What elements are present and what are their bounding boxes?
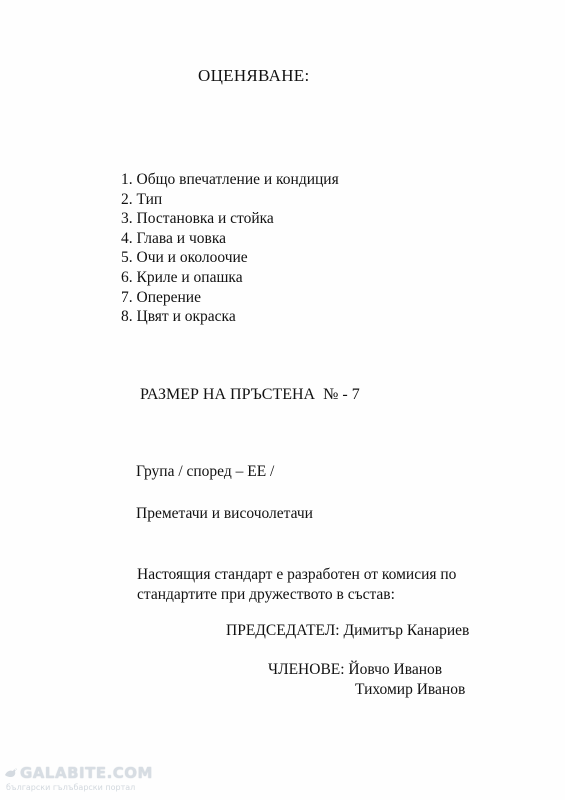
- criterion-item: 2. Тип: [121, 190, 163, 208]
- watermark-logo-text: GALABITE.COM: [20, 764, 153, 782]
- commission-statement: [137, 565, 456, 605]
- criterion-item: 3. Постановка и стойка: [121, 210, 274, 228]
- evaluation-criteria-list: [121, 170, 339, 327]
- ring-size-line: РАЗМЕР НА ПРЪСТЕНА № - 7: [140, 386, 360, 403]
- statement-line: Настоящия стандарт е разработен от комисия по: [137, 566, 457, 583]
- criterion-item: 7. Оперение: [121, 288, 201, 306]
- criterion-item: 1. Общо впечатление и кондиция: [121, 171, 339, 188]
- members-line: ЧЛЕНОВЕ: Йовчо Иванов: [268, 661, 443, 678]
- pigeon-icon: [4, 766, 18, 780]
- criterion-item: 4. Глава и човка: [121, 229, 226, 247]
- watermark-tagline: български гълъбарски портал: [6, 783, 136, 792]
- document-heading: ОЦЕНЯВАНЕ:: [198, 66, 310, 85]
- member-name: Тихомир Иванов: [355, 681, 466, 698]
- criterion-item: 6. Криле и опашка: [121, 268, 243, 286]
- criterion-item: 8. Цвят и окраска: [121, 308, 236, 326]
- group-type-line: Преметачи и височолетачи: [136, 505, 313, 522]
- criterion-item: 5. Очи и околоочие: [121, 249, 248, 267]
- site-watermark: [4, 764, 154, 796]
- watermark-logo: [4, 764, 153, 782]
- group-line: Група / според – ЕЕ /: [136, 463, 275, 480]
- statement-line: стандартите при дружеството в състав:: [137, 586, 395, 603]
- chairman-line: ПРЕДСЕДАТЕЛ: Димитър Канариев: [226, 622, 470, 639]
